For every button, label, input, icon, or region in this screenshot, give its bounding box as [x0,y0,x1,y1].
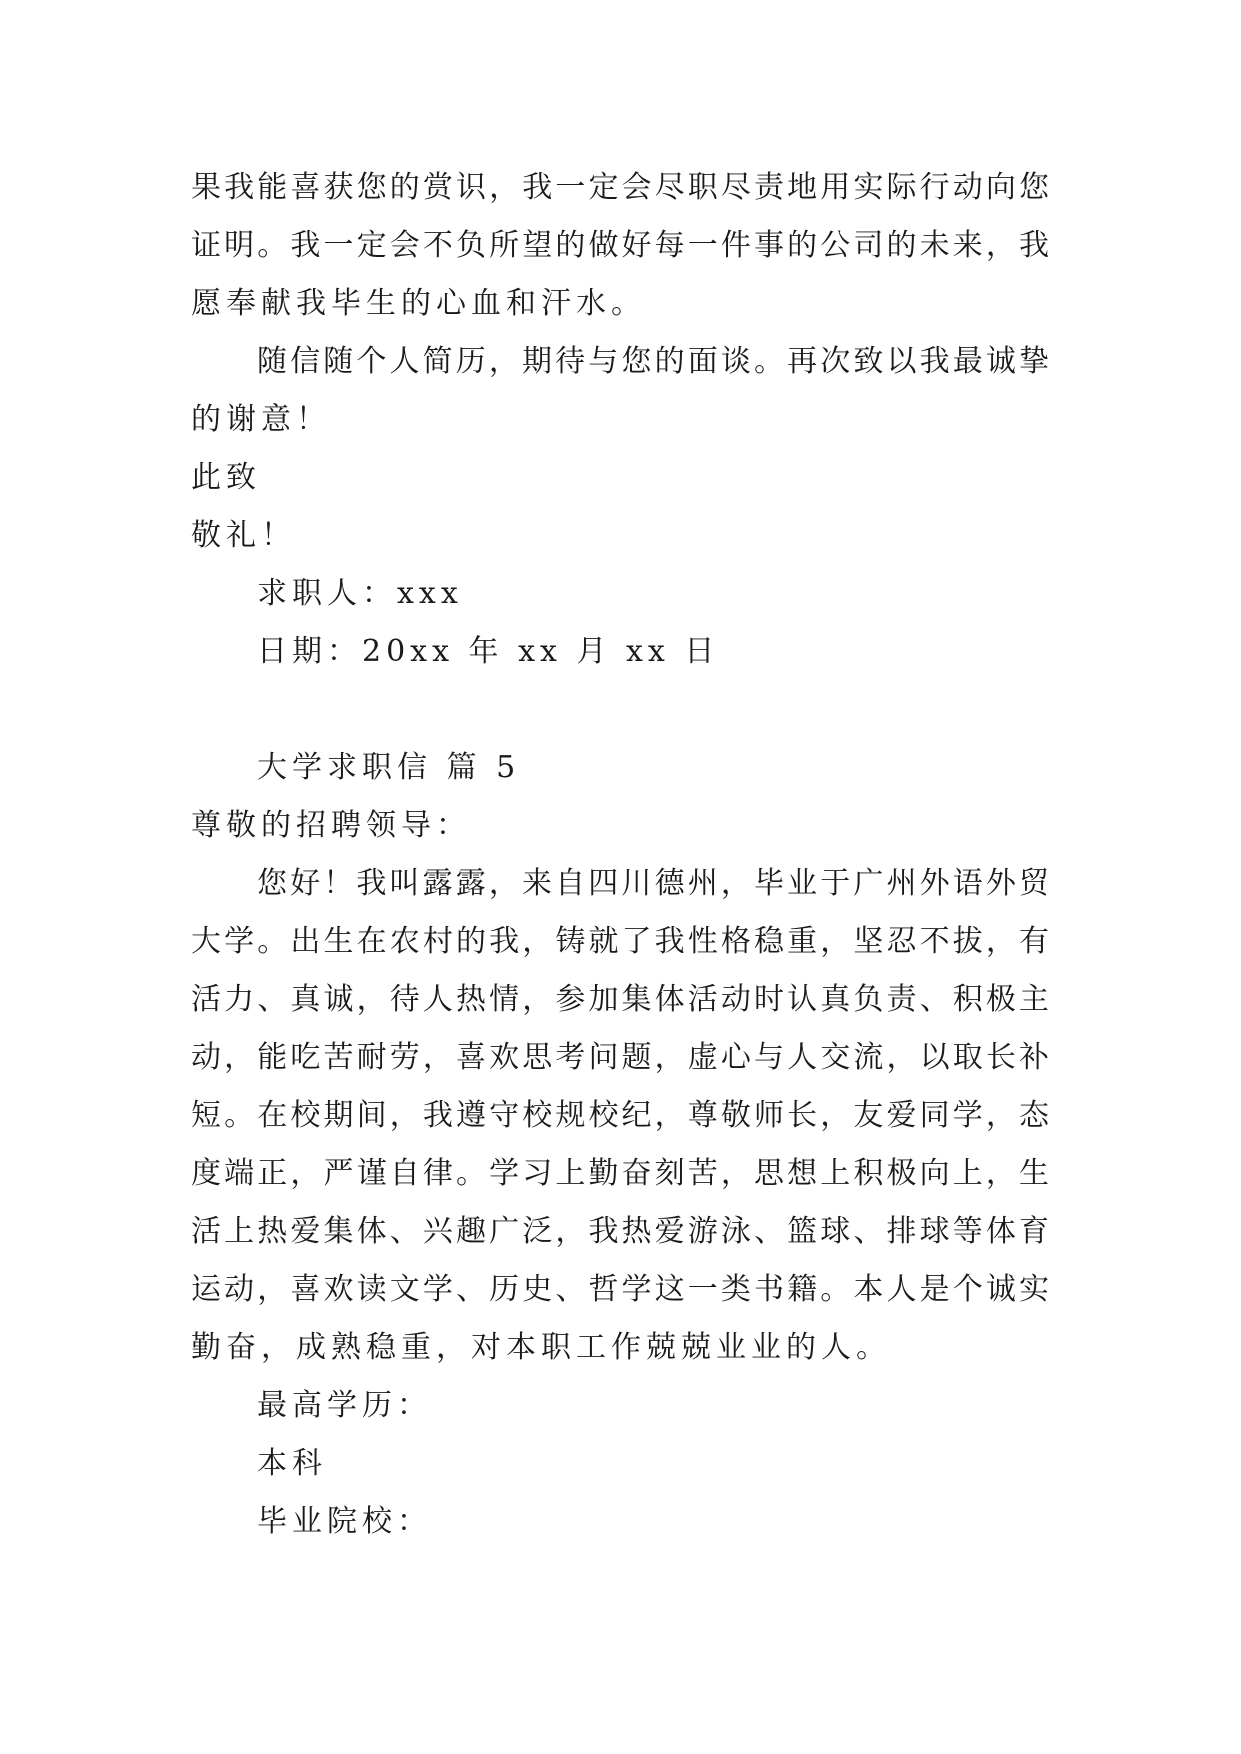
letter-date: 日期：20xx 年 xx 月 xx 日 [257,634,720,669]
paragraph-line: 动，能吃苦耐劳，喜欢思考问题，虚心与人交流，以取长补 [191,1040,1049,1075]
paragraph-line: 的谢意！ [191,402,331,437]
section-title: 大学求职信 篇 5 [257,750,521,785]
salutation: 尊敬的招聘领导： [191,808,471,843]
paragraph-line: 愿奉献我毕生的心血和汗水。 [191,286,646,321]
paragraph-line: 勤奋，成熟稳重，对本职工作兢兢业业的人。 [191,1330,891,1365]
paragraph-line: 活上热爱集体、兴趣广泛，我热爱游泳、篮球、排球等体育 [191,1214,1049,1249]
paragraph-line: 度端正，严谨自律。学习上勤奋刻苦，思想上积极向上，生 [191,1156,1049,1191]
education-label: 最高学历： [257,1388,432,1423]
school-label: 毕业院校： [257,1504,432,1539]
paragraph-line: 活力、真诚，待人热情，参加集体活动时认真负责、积极主 [191,982,1049,1017]
paragraph-line: 随信随个人简历，期待与您的面谈。再次致以我最诚挚 [257,344,1049,379]
paragraph-line: 短。在校期间，我遵守校规校纪，尊敬师长，友爱同学，态 [191,1098,1049,1133]
paragraph-line: 运动，喜欢读文学、历史、哲学这一类书籍。本人是个诚实 [191,1272,1049,1307]
paragraph-line: 果我能喜获您的赏识，我一定会尽职尽责地用实际行动向您 [191,170,1049,205]
closing-phrase: 此致 [191,460,261,495]
closing-salutation: 敬礼！ [191,518,296,553]
paragraph-line: 证明。我一定会不负所望的做好每一件事的公司的未来，我 [191,228,1049,263]
applicant-name: 求职人：xxx [257,576,463,611]
paragraph-line: 您好！我叫露露，来自四川德州，毕业于广州外语外贸 [257,866,1049,901]
education-value: 本科 [257,1446,327,1481]
paragraph-line: 大学。出生在农村的我，铸就了我性格稳重，坚忍不拔，有 [191,924,1049,959]
